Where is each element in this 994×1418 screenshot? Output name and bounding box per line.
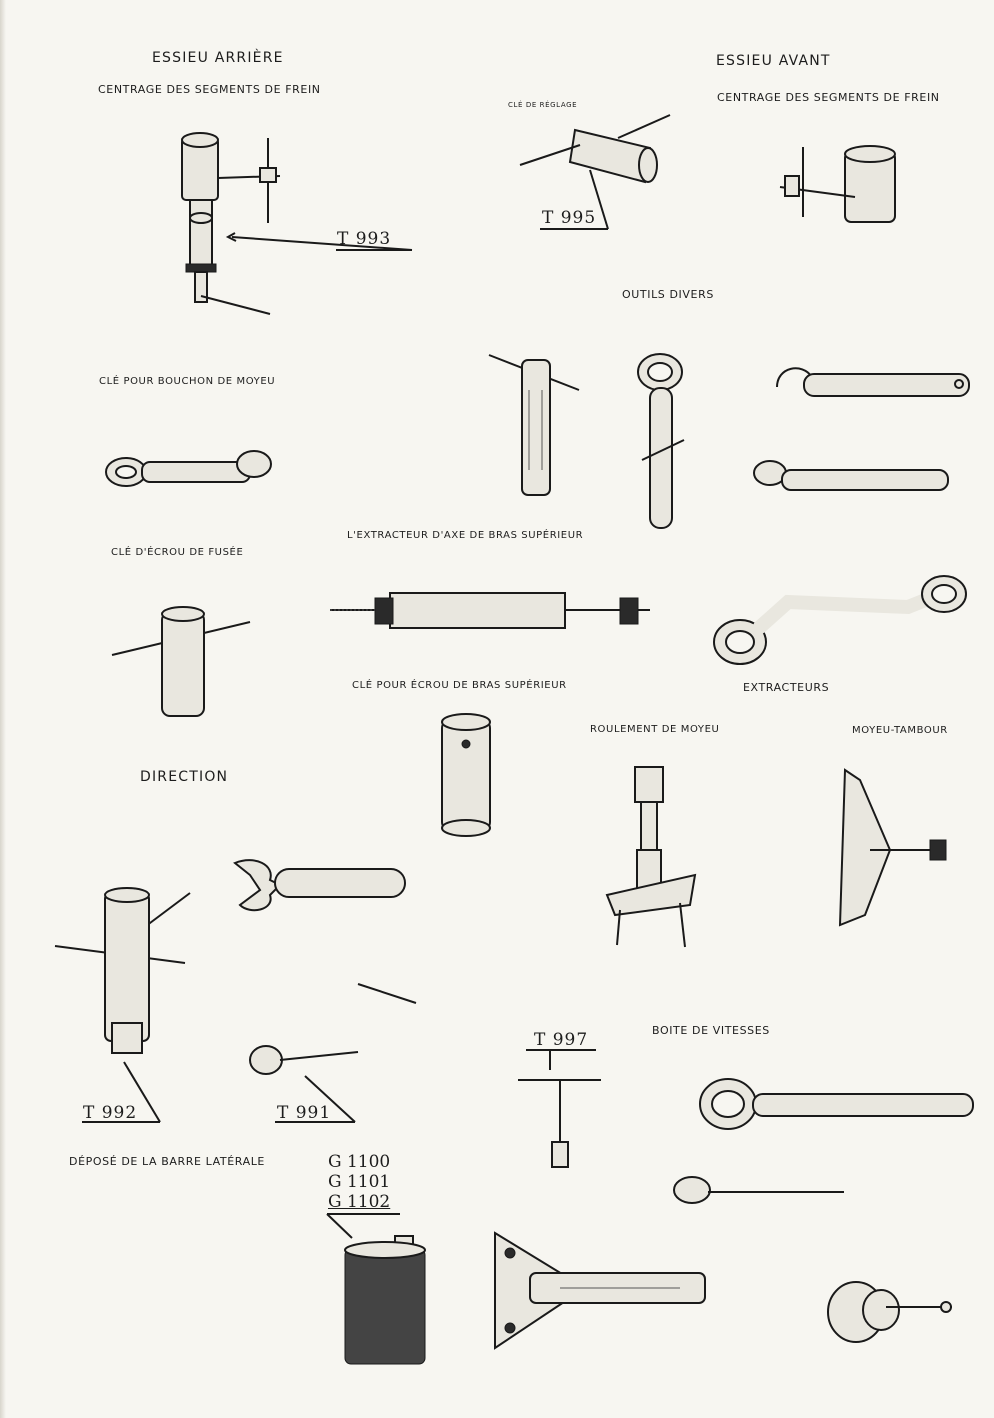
label-stub-nut-key: CLÉ D'ÉCROU DE FUSÉE bbox=[111, 547, 244, 558]
stub-nut-key-icon bbox=[110, 600, 255, 720]
label-brake-centering-front: CENTRAGE DES SEGMENTS DE FREIN bbox=[717, 91, 940, 104]
gearbox-ring-spanner-icon bbox=[698, 1074, 978, 1134]
brake-centering-tool-icon bbox=[170, 128, 290, 318]
label-side-bar-removal: DÉPOSÉ DE LA BARRE LATÉRALE bbox=[69, 1155, 265, 1168]
plate-puller-icon bbox=[480, 1228, 710, 1353]
double-t-wrench-icon bbox=[55, 888, 195, 1058]
clamp-tool-icon bbox=[826, 1272, 956, 1347]
page-binding-edge bbox=[0, 0, 6, 1418]
t-key-icon bbox=[516, 1072, 606, 1170]
label-upper-arm-nut-key: CLÉ POUR ÉCROU DE BRAS SUPÉRIEUR bbox=[352, 680, 567, 691]
code-t993: T 993 bbox=[337, 229, 392, 249]
code-g1102: G 1102 bbox=[328, 1192, 391, 1212]
heading-steering: DIRECTION bbox=[140, 769, 229, 785]
heading-gearbox: BOITE DE VITESSES bbox=[652, 1024, 770, 1037]
adjusting-key-icon bbox=[520, 110, 670, 195]
hub-cap-key-icon bbox=[104, 448, 274, 490]
label-hub-cap-key: CLÉ POUR BOUCHON DE MOYEU bbox=[99, 376, 276, 387]
hook-spanner-icon bbox=[772, 362, 972, 407]
ring-spanner-long-icon bbox=[752, 458, 952, 498]
label-hub-drum: MOYEU-TAMBOUR bbox=[852, 725, 948, 736]
code-g1100: G 1100 bbox=[328, 1152, 391, 1172]
label-brake-centering-rear: CENTRAGE DES SEGMENTS DE FREIN bbox=[98, 83, 321, 96]
open-spanner-icon bbox=[230, 855, 410, 915]
bearing-puller-icon bbox=[605, 765, 700, 950]
extractor-bar-icon bbox=[330, 578, 650, 638]
label-extractors: EXTRACTEURS bbox=[743, 681, 830, 694]
code-group-g bbox=[328, 1152, 390, 1212]
small-ring-spanner-icon bbox=[672, 1172, 847, 1207]
heading-front-axle: ESSIEU AVANT bbox=[716, 53, 831, 69]
ring-spanner-icon bbox=[632, 350, 692, 535]
t-socket-wrench-icon bbox=[484, 350, 584, 500]
label-upper-arm-extractor: L'EXTRACTEUR D'AXE DE BRAS SUPÉRIEUR bbox=[347, 530, 584, 541]
code-t997: T 997 bbox=[534, 1030, 589, 1050]
front-brake-tool-icon bbox=[775, 142, 905, 232]
tube-key-icon bbox=[437, 712, 497, 837]
drum-puller-icon bbox=[830, 765, 950, 935]
code-t992: T 992 bbox=[83, 1103, 138, 1123]
offset-ring-spanner-icon bbox=[708, 572, 968, 672]
label-hub-bearing: ROULEMENT DE MOYEU bbox=[590, 724, 720, 735]
code-t991: T 991 bbox=[277, 1103, 332, 1123]
code-t995: T 995 bbox=[542, 208, 597, 228]
label-adjusting-key: CLÉ DE RÉGLAGE bbox=[508, 101, 578, 109]
code-g1101: G 1101 bbox=[328, 1172, 391, 1192]
heading-rear-axle: ESSIEU ARRIÈRE bbox=[152, 50, 284, 66]
canister-icon bbox=[340, 1234, 435, 1369]
heading-misc-tools: OUTILS DIVERS bbox=[622, 288, 714, 301]
small-key-icon bbox=[246, 1040, 361, 1080]
